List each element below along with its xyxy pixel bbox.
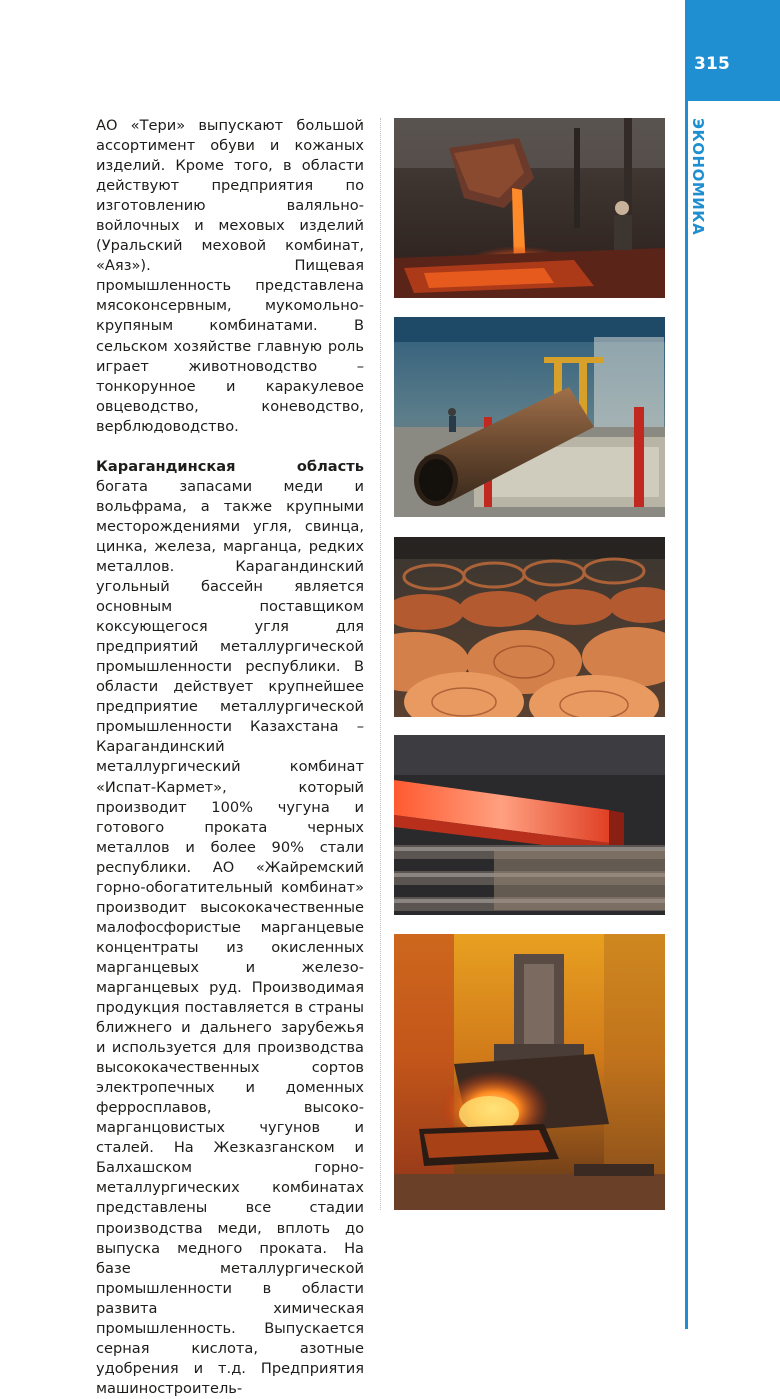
pipe-mill-photo [394,317,665,517]
furnace-ladle-photo [394,934,665,1210]
metal-pouring-photo [394,118,665,298]
body-text-column [96,116,364,1399]
section-title: ЭКОНОМИКА [689,118,707,236]
page-number: 315 [693,54,731,74]
margin-rule [685,101,688,1329]
paragraph-2-text: богата запасами меди и вольфрама, а также крупными месторождениями угля, свинца, цинка, железа, марганца, редких металлов. Карагандинский угольный бассейн является основным поставщиком коксующегося угля для предприятий металлургической промышленности республики. В области действует крупнейшее предприятие металлургической промышленности Казахстана – Карагандинский металлургический комбинат «Испат-Кармет», который производит 100% чугуна и готового проката черных металлов и более 90% стали республики. АО «Жайремский горно-обогатительный комбинат» производит высококачественные малофосфористые марганцевые концентраты из окисленных марганцевых и железо-марганцевых руд. Производимая продукция поставляется в страны ближнего и дальнего зарубежья и используется для производства высококачественных сортов электропечных и доменных ферросплавов, высоко-марганцовистых чугунов и сталей. На Жезказганском и Балхашском горно-металлургических комбинатах представлены все стадии производства меди, вплоть до выпуска медного проката. На базе металлургической промышленности в области развита химическая промышленность. Выпускается серная кислота, азотные удобрения и т.д. Предприятия машиностроитель- [96,477,364,1397]
region-heading: Карагандинская область [96,457,364,475]
hot-steel-slab-photo [394,735,665,915]
copper-wire-coils-photo [394,537,665,717]
paragraph-1: АО «Тери» выпускают большой ассортимент обуви и кожаных изделий. Кроме того, в области действуют предприятия по изготовлению валяльно-войлочных и меховых изделий (Уральский меховой комбинат, «Аяз»). Пищевая промышленность представлена мясоконсервным, мукомольно-крупяным комбинатами. В сельском хозяйстве главную роль играет животноводство – тонкорунное и каракулевое овцеводство, коневодство, верблюдоводство. [96,117,364,435]
page-tab [685,0,780,101]
paragraph-2 [96,457,364,1399]
column-separator [380,118,381,1210]
